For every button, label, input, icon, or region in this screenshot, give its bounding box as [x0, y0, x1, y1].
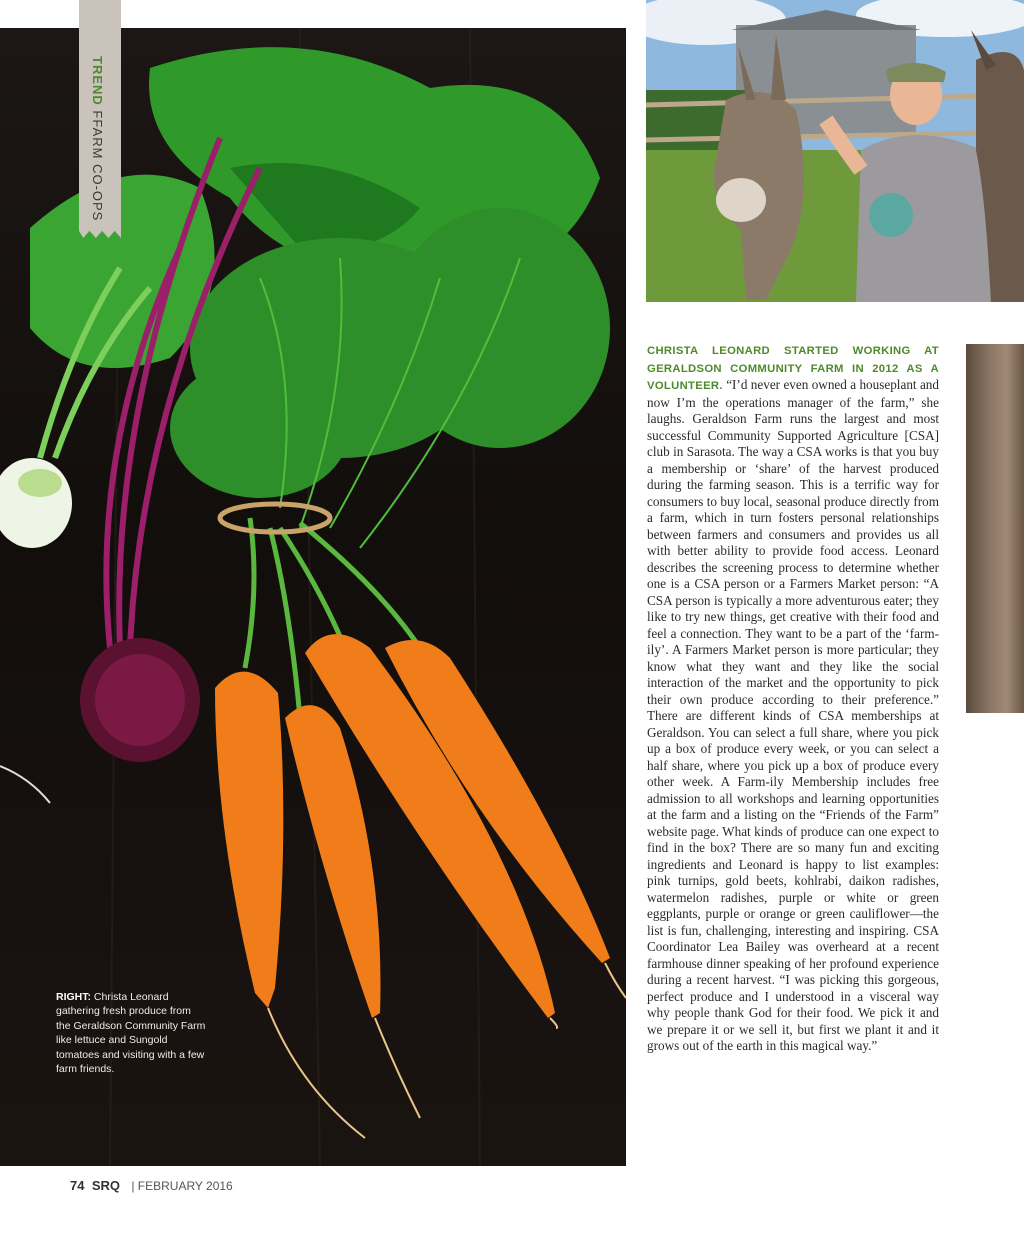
page-footer — [70, 1178, 233, 1193]
magazine-name: SRQ — [91, 1178, 120, 1193]
issue-date: | FEBRUARY 2016 — [131, 1179, 233, 1193]
photo-caption — [56, 990, 206, 1076]
section-name: TREND — [90, 56, 105, 106]
page-number: 74 — [70, 1178, 85, 1193]
farm-donkeys-illustration — [646, 0, 1024, 302]
section-topic: FFARM CO-OPS — [90, 110, 105, 222]
article-text: “I’d never even owned a houseplant and now I’m the operations manager of the farm,” she laughs. Geraldson Farm runs the largest and most successful Community Supported Agriculture [CSA] club in Sarasota. The way a CSA works is that you buy a membership or ‘share’ of the harvest produced during the farming season. This is a terrific way for consumers to buy local, seasonal produce directly from a farm, which in turn fosters personal relationships between farmers and consumers and provides us all with better ability to provide food access. Leonard describes the screening process to determine whether one is a CSA person or a Farmers Market person: “A CSA person is typically a more adventurous eater; they like to try new things, get creative with their food and feel a connection. They want to be a part of the ‘farm-ily’. A Farmers Market person is more particular; they know what they want and they like the social interaction of the market and the opportunity to pick their own produce according to their preference.” There are different kinds of CSA memberships at Geraldson. You can select a full share, where you pick up a box of produce every week, or you can select a half share, where you pick up a box of produce every other week. A Farm-ily Membership includes free admission to all workshops and learning opportunities at the farm and a listing on the “Friends of the Farm” website page. What kinds of produce can one expect to find in the box? There are so many fun and exciting ingredients and Leonard is happy to list examples: pink turnips, gold beets, kohlrabi, daikon radishes, watermelon radishes, purple or white or green eggplants, purple or orange or green cauliflower—the list is fun, challenging, interesting and inspiring. CSA Coordinator Lea Bailey was overheard at a recent farmhouse dinner speaking of her profound experience during a recent harvest. “I was picking this gorgeous, perfect produce and I understood in a visceral way why people thank God for their food. We pick it and we prepare it or we sell it, but first we plant it and it grows out of the earth in this magical way.” — [647, 377, 939, 1053]
article-lede: CHRISTA LEONARD STARTED WORKING AT GERALDSON COMMUNITY FARM IN 2012 AS A VOLUNTEER. — [647, 345, 939, 392]
caption-label: RIGHT: — [56, 991, 91, 1003]
donkeys-photo — [646, 0, 1024, 302]
section-tab-label — [90, 56, 105, 221]
side-photo-strip — [966, 344, 1024, 713]
caption-text: Christa Leonard gathering fresh produce from the Geraldson Community Farm like lettuce and Sungold tomatoes and visiting with a few farm friends. — [56, 991, 206, 1076]
article-body — [647, 342, 939, 1055]
